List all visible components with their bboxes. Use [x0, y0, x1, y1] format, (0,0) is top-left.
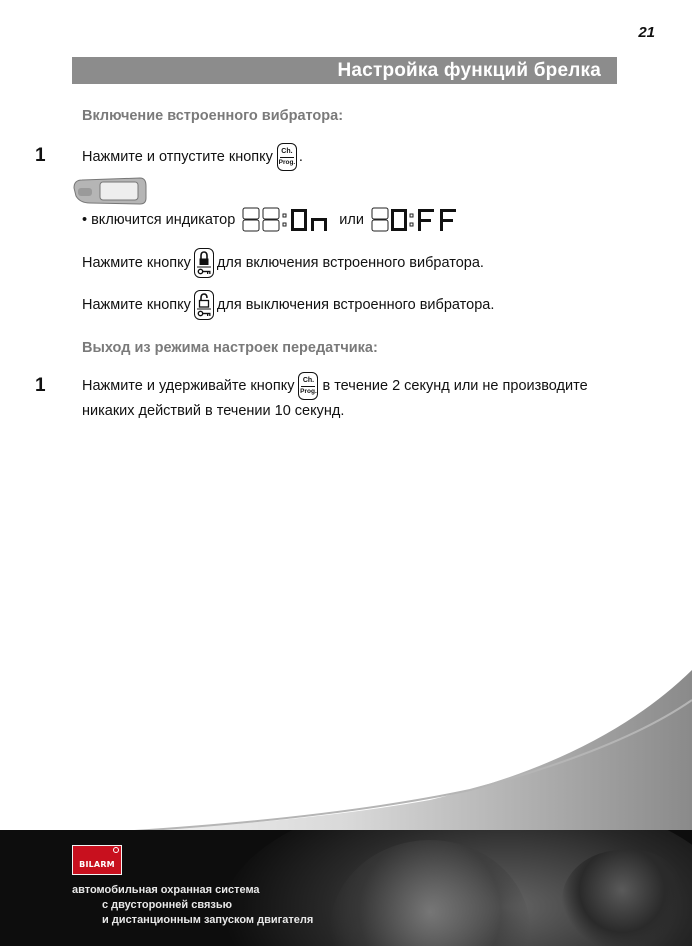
decorative-curve — [0, 640, 692, 840]
panther-image — [562, 850, 682, 946]
vibrator-on-desc: для включения встроенного вибратора. — [216, 255, 484, 271]
vibrator-on-line — [82, 248, 484, 278]
section-title: Настройка функций брелка — [337, 59, 601, 81]
remote-keyfob-icon — [72, 176, 148, 206]
vibrator-off-desc: для выключения встроенного вибратора. — [216, 297, 495, 313]
footer-banner — [0, 830, 692, 946]
bilarm-logo: BILARM — [72, 845, 122, 875]
step-text-end: . — [298, 149, 303, 165]
or-text: или — [339, 212, 364, 228]
footer-tagline: автомобильная охранная система с двусторонней связью и дистанционным запуском двигателя — [72, 884, 314, 926]
exit-text-1: Нажмите и удерживайте кнопку — [82, 378, 295, 394]
ch-prog-button-icon: Ch. Prog. — [277, 143, 297, 171]
page-number: 21 — [638, 24, 655, 41]
exit-text-3: никаких действий в течении 10 секунд. — [82, 403, 345, 419]
lock-closed-button-icon — [194, 248, 214, 278]
lcd-off-indicator — [370, 206, 462, 234]
step-line — [82, 143, 303, 171]
vibrator-heading: Включение встроенного вибратора: — [82, 108, 344, 124]
exit-heading: Выход из режима настроек передатчика: — [82, 340, 378, 356]
exit-line-2 — [82, 403, 344, 419]
vibrator-off-text: Нажмите кнопку — [82, 297, 191, 313]
vibrator-on-text: Нажмите кнопку — [82, 255, 191, 271]
lcd-on-indicator — [241, 206, 333, 234]
exit-text-2: в течение 2 секунд или не производите — [322, 378, 588, 394]
step-number: 1 — [35, 145, 46, 166]
step-number: 1 — [35, 375, 46, 396]
section-header-bar — [72, 57, 617, 84]
lock-open-button-icon — [194, 290, 214, 320]
ch-prog-button-icon: Ch. Prog. — [298, 372, 318, 400]
indicator-line — [82, 206, 468, 234]
indicator-text: • включится индикатор — [82, 212, 236, 228]
vibrator-off-line — [82, 290, 494, 320]
step-text: Нажмите и отпустите кнопку — [82, 149, 273, 165]
exit-line-1 — [82, 372, 588, 400]
